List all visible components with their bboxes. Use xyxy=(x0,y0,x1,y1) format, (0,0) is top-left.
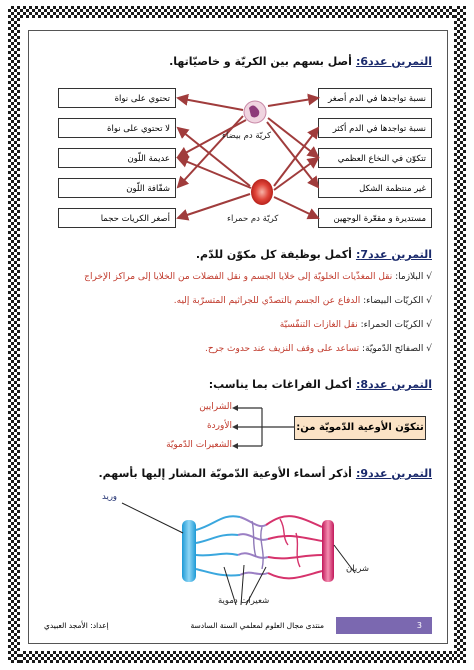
ex8-answer-box: تتكوّن الأوعية الدّمويّة من: xyxy=(294,416,426,440)
artery-icon xyxy=(322,520,334,582)
check-mark: √ xyxy=(426,344,432,354)
right-box-1: نسبة تواجدها في الدم أصغر xyxy=(318,88,432,108)
ex7-item-1 xyxy=(84,272,432,282)
item-definition: نقل المغذّيات الخلويّة إلى خلايا الجسم و نقل الفضلات من الخلايا إلى مراكز الإخراج xyxy=(84,272,393,282)
ex8-bracket xyxy=(0,400,474,460)
ex8-answer-3: الشعيرات الدّمويّة xyxy=(166,440,232,450)
ex8-answer-1: الشرايين xyxy=(199,402,232,412)
capillaries-label: شعيرات دموية xyxy=(218,596,270,606)
left-box-5: أصغر الكريات حجما xyxy=(58,208,176,228)
ex8-answer-2: الأوردة xyxy=(206,421,232,431)
check-mark: √ xyxy=(426,296,432,306)
ex8-instruction: أكمل الفراغات بما يناسب: xyxy=(208,378,352,391)
item-name: الكريّات الحمراء: xyxy=(360,320,424,330)
right-box-3: تتكوّن في النخاع العظمي xyxy=(318,148,432,168)
left-box-4: شفّافة اللّون xyxy=(58,178,176,198)
ex7-instruction: أكمل بوظيفة كل مكوّن للدّم. xyxy=(195,248,352,261)
left-box-3: عديمة اللّون xyxy=(58,148,176,168)
ex9-heading xyxy=(99,467,433,480)
capillaries-icon xyxy=(196,516,322,578)
page-number: 3 xyxy=(416,621,422,630)
item-name: الصفائح الدّمويّة: xyxy=(362,344,424,354)
ex7-heading xyxy=(196,248,432,261)
ex8-number: التمرين عدد8: xyxy=(355,378,432,391)
right-box-4: غير منتظمة الشكل xyxy=(318,178,432,198)
ex9-number: التمرين عدد9: xyxy=(355,467,432,480)
white-blood-cell-icon xyxy=(244,101,266,123)
item-definition: الدفاع عن الجسم بالتصدّي للجراثيم المتسرّبة إليه. xyxy=(173,296,361,306)
vein-icon xyxy=(182,520,196,582)
right-box-2: نسبة تواجدها في الدم أكثر xyxy=(318,118,432,138)
check-mark: √ xyxy=(426,320,432,330)
ex7-number: التمرين عدد7: xyxy=(355,248,432,261)
footer-forum: منتدى مجال العلوم لمعلمي السنة السادسة xyxy=(190,621,324,630)
left-box-1: تحتوي على نواة xyxy=(58,88,176,108)
ex6-diagram xyxy=(0,0,474,250)
item-name: البلازما: xyxy=(395,272,424,282)
red-cell-label: كريّة دم حمراء xyxy=(227,214,279,224)
ex6-instruction: أصل بسهم بين الكريّة و خاصيّاتها. xyxy=(169,55,352,68)
ex6-number: التمرين عدد6: xyxy=(355,55,432,68)
check-mark: √ xyxy=(426,272,432,282)
footer-author: إعداد: الأمجد العبيدي xyxy=(44,621,109,630)
item-definition: تساعد على وقف النزيف عند حدوث جرح. xyxy=(204,344,360,354)
ex7-item-3 xyxy=(280,320,432,330)
white-cell-label: كريّة دم بيضاء xyxy=(222,131,271,141)
ex8-heading xyxy=(209,378,432,391)
vein-label: وريد xyxy=(102,492,118,502)
item-name: الكريّات البيضاء: xyxy=(363,296,424,306)
red-blood-cell-icon xyxy=(251,179,273,205)
border-bottom xyxy=(8,651,466,663)
right-box-5: مستديرة و مقعّرة الوجهين xyxy=(318,208,432,228)
ex9-instruction: أذكر أسماء الأوعية الدّمويّة المشار إليها بأسهم. xyxy=(98,467,352,480)
left-box-2: لا تحتوي على نواة xyxy=(58,118,176,138)
item-definition: نقل الغازات التنفّسيّة xyxy=(279,320,358,330)
ex7-item-4 xyxy=(205,344,432,354)
ex7-item-2 xyxy=(174,296,432,306)
artery-label: شريان xyxy=(346,564,370,574)
footer xyxy=(40,617,432,634)
